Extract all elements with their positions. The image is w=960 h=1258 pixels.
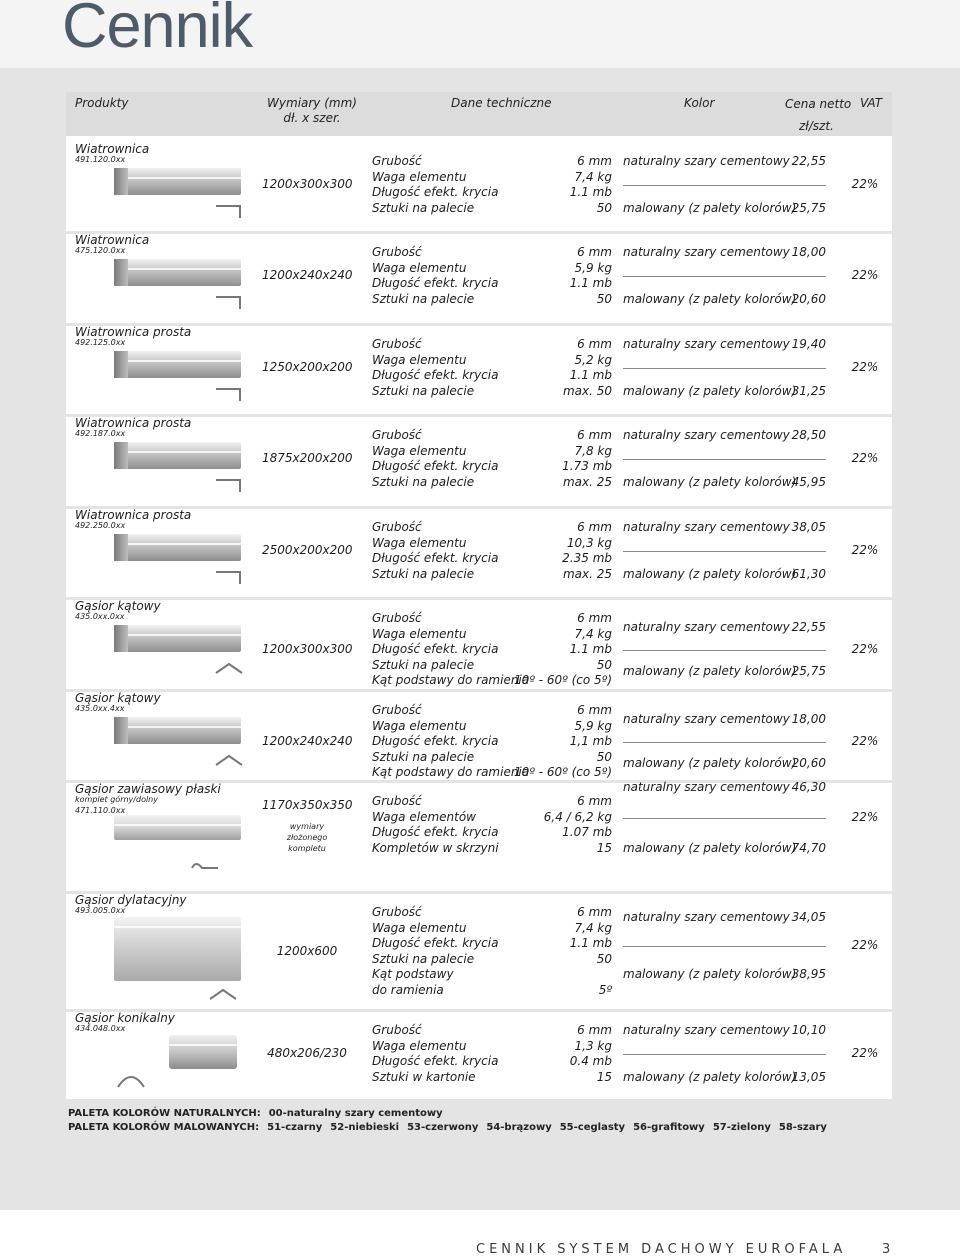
spec-value: 1,1 mb [569, 734, 612, 748]
color-natural: naturalny szary cementowy [623, 780, 790, 794]
product-name: Wiatrownica [75, 233, 150, 247]
vat-rate: 22% [851, 268, 879, 283]
spec-label: Waga elementu [372, 535, 467, 550]
color-natural: naturalny szary cementowy [623, 154, 790, 168]
price-natural: 22,55 [791, 154, 826, 168]
product-subtitle: komplet górny/dolny [75, 795, 158, 804]
spec-label: Sztuki na palecie [372, 474, 475, 489]
header-price: Cena netto [785, 97, 852, 111]
spec-value: 2.35 mb [562, 551, 612, 565]
spec-label: Waga elementu [372, 920, 467, 935]
spec-label: Długość efekt. krycia [372, 368, 499, 382]
profile-sketch-icon [214, 202, 244, 220]
spec-value: max. 50 [562, 383, 612, 398]
painted-palette-item: 58-szary [778, 1122, 827, 1133]
price-natural: 18,00 [791, 245, 826, 259]
spec-value: 1.1 mb [569, 185, 612, 199]
profile-sketch-icon [208, 985, 238, 1003]
spec-value: 1,3 kg [574, 1038, 612, 1053]
color-painted: malowany (z palety kolorów) [623, 383, 797, 398]
header-color: Kolor [684, 96, 715, 110]
color-divider [623, 818, 826, 819]
product-code: 491.120.0xx [75, 155, 126, 164]
spec-label: Długość efekt. krycia [372, 642, 499, 656]
product-name: Gąsior konikalny [75, 1011, 175, 1025]
page-title: Cennik [62, 0, 253, 61]
spec-value: 6,4 / 6,2 kg [543, 809, 612, 824]
color-natural: naturalny szary cementowy [623, 909, 790, 924]
product-image [114, 815, 241, 840]
color-painted: malowany (z palety kolorów) [623, 566, 797, 581]
spec-value: 10º - 60º (co 5º) [513, 765, 612, 779]
price-painted: 13,05 [791, 1069, 826, 1084]
spec-label: Grubość [372, 1023, 422, 1037]
spec-value: 6 mm [577, 428, 612, 442]
spec-label: Grubość [372, 245, 422, 259]
product-name: Wiatrownica prosta [75, 508, 192, 522]
spec-label: Sztuki na palecie [372, 951, 475, 966]
product-image [114, 917, 241, 981]
product-name: Gąsior kątowy [75, 599, 161, 613]
painted-palette-item: 57-zielony [712, 1122, 771, 1133]
painted-palette-legend [68, 1122, 835, 1133]
product-image [114, 168, 241, 195]
spec-label: Grubość [372, 154, 422, 168]
spec-value: 7,4 kg [574, 169, 612, 184]
spec-label: Długość efekt. krycia [372, 936, 499, 950]
product-dimensions: 1200x240x240 [262, 733, 353, 748]
spec-value: 6 mm [577, 1023, 612, 1037]
color-divider [623, 276, 826, 277]
product-image [114, 625, 241, 652]
vat-rate: 22% [851, 938, 879, 953]
price-painted: 20,60 [791, 755, 826, 770]
price-table [66, 92, 892, 1099]
spec-value: 50 [596, 657, 612, 672]
vat-rate: 22% [851, 810, 879, 825]
spec-value: 6 mm [577, 611, 612, 625]
color-painted: malowany (z palety kolorów) [623, 200, 797, 215]
price-painted: 25,75 [791, 663, 826, 678]
spec-label: Długość efekt. krycia [372, 459, 499, 473]
spec-label: Sztuki na palecie [372, 749, 475, 764]
product-dimensions: 1200x600 [276, 943, 338, 958]
painted-palette-item: 52-niebieski [330, 1122, 400, 1133]
spec-label: Kąt podstawy [372, 967, 454, 981]
product-image [114, 442, 241, 469]
product-dimensions: 1200x300x300 [262, 641, 353, 656]
color-painted: malowany (z palety kolorów) [623, 291, 797, 306]
product-image-end [114, 351, 128, 378]
spec-label: Sztuki na palecie [372, 291, 475, 306]
header-price-unit: zł/szt. [799, 119, 834, 133]
profile-sketch-icon [214, 385, 244, 403]
color-natural: naturalny szary cementowy [623, 337, 790, 351]
product-code: 435.0xx.0xx [75, 612, 125, 621]
spec-value: 5,2 kg [574, 352, 612, 367]
product-image [169, 1035, 237, 1069]
vat-rate: 22% [851, 543, 879, 558]
product-code: 492.125.0xx [75, 338, 126, 347]
spec-value: 1.1 mb [569, 276, 612, 290]
profile-sketch-icon [214, 476, 244, 494]
price-natural: 28,50 [791, 428, 826, 442]
product-code: 475.120.0xx [75, 246, 126, 255]
spec-value: 6 mm [577, 520, 612, 534]
spec-value: 50 [596, 200, 612, 215]
spec-value: 50 [596, 291, 612, 306]
product-code: 493.005.0xx [75, 906, 126, 915]
natural-palette-legend [68, 1108, 451, 1119]
painted-palette-item: 56-grafitowy [633, 1122, 705, 1133]
product-code: 471.110.0xx [75, 806, 126, 815]
spec-label: Waga elementu [372, 260, 467, 275]
spec-value: 6 mm [577, 794, 612, 808]
painted-palette-item: 55-ceglasty [559, 1122, 626, 1133]
product-image-end [114, 625, 128, 652]
color-painted: malowany (z palety kolorów) [623, 663, 797, 678]
spec-label: Waga elementu [372, 169, 467, 184]
product-block [66, 691, 892, 782]
product-block [66, 508, 892, 599]
spec-value: max. 25 [562, 474, 612, 489]
color-divider [623, 551, 826, 552]
spec-value: 10º - 60º (co 5º) [513, 673, 612, 687]
spec-label: Grubość [372, 703, 422, 717]
color-natural: naturalny szary cementowy [623, 712, 790, 727]
product-image-end [114, 717, 128, 744]
footer-text: CENNIK SYSTEM DACHOWY EUROFALA [476, 1242, 847, 1257]
spec-label: Długość efekt. krycia [372, 825, 499, 839]
natural-palette-item: 00-naturalny szary cementowy [268, 1108, 443, 1119]
spec-value: 0.4 mb [569, 1054, 612, 1068]
price-painted: 61,30 [791, 566, 826, 581]
spec-label: Waga elementu [372, 626, 467, 641]
product-image [114, 534, 241, 561]
color-divider [623, 368, 826, 369]
price-natural: 34,05 [791, 909, 826, 924]
price-painted: 25,75 [791, 200, 826, 215]
color-painted: malowany (z palety kolorów) [623, 840, 797, 855]
color-natural: naturalny szary cementowy [623, 428, 790, 442]
spec-label: Waga elementu [372, 1038, 467, 1053]
spec-label: Kąt podstawy do ramienia [372, 765, 530, 779]
price-painted: 31,25 [791, 383, 826, 398]
product-dimensions: 1200x240x240 [262, 268, 353, 282]
spec-value: 50 [596, 749, 612, 764]
color-painted: malowany (z palety kolorów) [623, 1069, 797, 1084]
product-code: 434.048.0xx [75, 1024, 126, 1033]
product-image [114, 259, 241, 286]
color-divider [623, 742, 826, 743]
color-painted: malowany (z palety kolorów) [623, 755, 797, 770]
spec-value: 7,4 kg [574, 626, 612, 641]
spec-label: Waga elementu [372, 352, 467, 367]
spec-label: Waga elementu [372, 718, 467, 733]
spec-value: 6 mm [577, 905, 612, 919]
color-divider [623, 650, 826, 651]
price-natural: 10,10 [791, 1023, 826, 1037]
spec-value: 1.07 mb [562, 825, 612, 839]
spec-value: 50 [596, 951, 612, 966]
painted-palette-item: 53-czerwony [407, 1122, 479, 1133]
spec-value: 6 mm [577, 337, 612, 351]
product-block [66, 599, 892, 691]
color-divider [623, 185, 826, 186]
natural-palette-label: PALETA KOLORÓW NATURALNYCH: [68, 1108, 261, 1119]
vat-rate: 22% [851, 451, 879, 466]
table-header [66, 92, 892, 136]
spec-value: 1.1 mb [569, 368, 612, 382]
spec-label: Waga elementu [372, 443, 467, 458]
vat-rate: 22% [851, 177, 879, 192]
price-natural: 38,05 [791, 520, 826, 534]
spec-label: Kompletów w skrzyni [372, 840, 499, 855]
color-painted: malowany (z palety kolorów) [623, 967, 797, 981]
vat-rate: 22% [851, 642, 879, 656]
spec-value: 6 mm [577, 703, 612, 717]
spec-value: 6 mm [577, 245, 612, 259]
color-divider [623, 459, 826, 460]
spec-value: 1.1 mb [569, 936, 612, 950]
product-block [66, 782, 892, 893]
product-code: 492.250.0xx [75, 521, 126, 530]
vat-rate: 22% [851, 734, 879, 748]
product-dimensions: 1875x200x200 [262, 451, 353, 465]
spec-label: Długość efekt. krycia [372, 551, 499, 565]
product-image [114, 351, 241, 378]
product-block [66, 416, 892, 508]
spec-label: Grubość [372, 520, 422, 534]
product-dimensions: 1200x300x300 [262, 177, 353, 191]
painted-palette-item: 51-czarny [267, 1122, 323, 1133]
profile-sketch-icon [214, 751, 244, 769]
spec-value: 7,4 kg [574, 920, 612, 935]
profile-sketch-icon [116, 1071, 146, 1089]
spec-value: 5,9 kg [574, 718, 612, 733]
color-natural: naturalny szary cementowy [623, 1023, 790, 1037]
spec-label: Sztuki w kartonie [372, 1069, 476, 1084]
spec-label: Grubość [372, 428, 422, 442]
spec-label: Waga elementów [372, 809, 476, 824]
spec-label: Sztuki na palecie [372, 566, 475, 581]
spec-label: Długość efekt. krycia [372, 734, 499, 748]
spec-label: Sztuki na palecie [372, 383, 475, 398]
color-divider [623, 1054, 826, 1055]
spec-value: 5º [598, 982, 612, 997]
header-technical: Dane techniczne [451, 96, 552, 110]
spec-label: Sztuki na palecie [372, 200, 475, 215]
painted-palette-item: 54-brązowy [486, 1122, 552, 1133]
product-dimensions-note: wymiary złożonego kompletu [286, 822, 328, 853]
spec-value: 6 mm [577, 154, 612, 168]
product-block [66, 233, 892, 325]
spec-value: 5,9 kg [574, 260, 612, 275]
spec-label: Długość efekt. krycia [372, 185, 499, 199]
product-dimensions: 1250x200x200 [262, 360, 353, 374]
product-block [66, 1011, 892, 1099]
product-name: Gąsior dylatacyjny [75, 893, 187, 907]
color-divider [623, 946, 826, 947]
spec-label: Sztuki na palecie [372, 657, 475, 672]
profile-sketch-icon [214, 659, 244, 677]
product-image-end [114, 168, 128, 195]
product-name: Wiatrownica prosta [75, 325, 192, 339]
spec-label: Grubość [372, 611, 422, 625]
spec-label: Grubość [372, 794, 422, 808]
product-code: 435.0xx.4xx [75, 704, 125, 713]
spec-label: Kąt podstawy do ramienia [372, 673, 530, 687]
spec-value: 15 [596, 1069, 612, 1084]
price-natural: 46,30 [791, 780, 826, 794]
spec-label: Grubość [372, 337, 422, 351]
spec-label: Grubość [372, 905, 422, 919]
spec-value: 15 [596, 840, 612, 855]
profile-sketch-icon [214, 293, 244, 311]
product-image-end [114, 534, 128, 561]
header-vat: VAT [860, 96, 883, 110]
price-painted: 45,95 [791, 474, 826, 489]
painted-palette-label: PALETA KOLORÓW MALOWANYCH: [68, 1122, 260, 1133]
product-dimensions: 1170x350x350 [262, 798, 353, 812]
spec-value: max. 25 [562, 566, 612, 581]
spec-value: 1.73 mb [562, 459, 612, 473]
product-name: Wiatrownica prosta [75, 416, 192, 430]
product-block [66, 325, 892, 416]
product-image-end [114, 442, 128, 469]
price-natural: 19,40 [791, 337, 826, 351]
header-products: Produkty [75, 96, 129, 110]
page-number: 3 [882, 1242, 891, 1257]
price-natural: 18,00 [791, 712, 826, 727]
color-natural: naturalny szary cementowy [623, 245, 790, 259]
profile-sketch-icon [214, 568, 244, 586]
header-dimensions: Wymiary (mm) dł. x szer. [267, 96, 357, 125]
vat-rate: 22% [851, 360, 879, 375]
spec-value: 1.1 mb [569, 642, 612, 656]
vat-rate: 22% [851, 1046, 879, 1061]
product-dimensions: 480x206/230 [267, 1046, 347, 1060]
product-image-end [114, 259, 128, 286]
product-block [66, 893, 892, 1011]
price-painted: 20,60 [791, 291, 826, 306]
profile-sketch-icon [190, 858, 220, 876]
product-code: 492.187.0xx [75, 429, 126, 438]
color-natural: naturalny szary cementowy [623, 520, 790, 534]
product-name: Wiatrownica [75, 142, 150, 156]
product-image [114, 717, 241, 744]
color-painted: malowany (z palety kolorów) [623, 474, 797, 489]
price-painted: 74,70 [791, 840, 826, 855]
spec-label: Długość efekt. krycia [372, 1054, 499, 1068]
spec-label: do ramienia [372, 982, 444, 997]
color-natural: naturalny szary cementowy [623, 620, 790, 635]
product-dimensions: 2500x200x200 [262, 543, 353, 557]
price-painted: 38,95 [791, 967, 826, 981]
price-natural: 22,55 [791, 620, 826, 635]
product-name: Gąsior zawiasowy płaski [75, 782, 221, 796]
spec-value: 10,3 kg [566, 535, 612, 550]
product-name: Gąsior kątowy [75, 691, 161, 705]
product-block [66, 142, 892, 233]
spec-label: Długość efekt. krycia [372, 276, 499, 290]
spec-value: 7,8 kg [574, 443, 612, 458]
